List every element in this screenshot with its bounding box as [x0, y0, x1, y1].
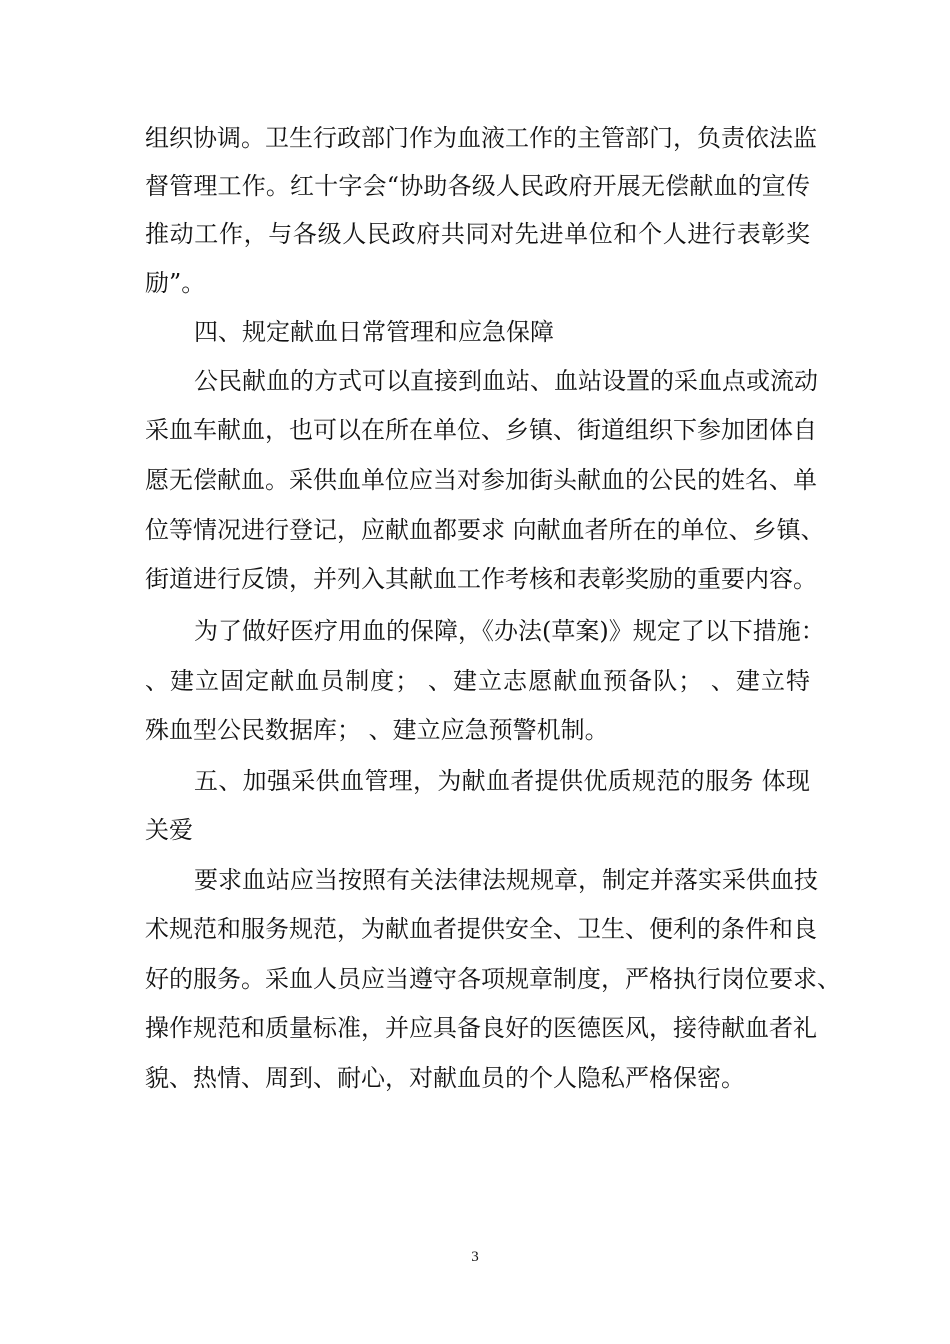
- paragraph-line: 操作规范和质量标准，并应具备良好的医德医风，接待献血者礼: [145, 1014, 817, 1042]
- paragraph-line: 公民献血的方式可以直接到血站、血站设置的采血点或流动: [194, 367, 818, 395]
- section-heading: 五、加强采供血管理，为献血者提供优质规范的服务 体现: [194, 767, 810, 795]
- paragraph-line: 貌、热情、周到、耐心，对献血员的个人隐私严格保密。: [145, 1064, 745, 1092]
- paragraph-line: 督管理工作。红十字会“协助各级人民政府开展无偿献血的宣传: [145, 172, 810, 200]
- paragraph-line: 为了做好医疗用血的保障，《办法(草案)》规定了以下措施：: [194, 617, 825, 645]
- paragraph-line: 要求血站应当按照有关法律法规规章，制定并落实采供血技: [194, 866, 818, 894]
- paragraph-line: 位等情况进行登记，应献血都要求 向献血者所在的单位、乡镇、: [145, 516, 825, 544]
- paragraph-line: 好的服务。采血人员应当遵守各项规章制度，严格执行岗位要求、: [145, 965, 841, 993]
- page-number: 3: [471, 1249, 479, 1265]
- paragraph-line: 励”。: [145, 269, 206, 297]
- paragraph-line: 术规范和服务规范，为献血者提供安全、卫生、便利的条件和良: [145, 915, 817, 943]
- paragraph-line: 推动工作，与各级人民政府共同对先进单位和个人进行表彰奖: [145, 220, 810, 248]
- paragraph-line: 殊血型公民数据库； 、建立应急预警机制。: [145, 716, 609, 744]
- paragraph-line: 组织协调。卫生行政部门作为血液工作的主管部门，负责依法监: [145, 124, 817, 152]
- section-heading: 关爱: [145, 816, 193, 844]
- paragraph-line: 街道进行反馈，并列入其献血工作考核和表彰奖励的重要内容。: [145, 565, 817, 593]
- paragraph-line: 采血车献血，也可以在所在单位、乡镇、街道组织下参加团体自: [145, 416, 817, 444]
- paragraph-line: 、建立固定献血员制度； 、建立志愿献血预备队； 、建立特: [145, 667, 810, 695]
- section-heading: 四、规定献血日常管理和应急保障: [194, 318, 554, 346]
- paragraph-line: 愿无偿献血。采供血单位应当对参加街头献血的公民的姓名、单: [145, 466, 817, 494]
